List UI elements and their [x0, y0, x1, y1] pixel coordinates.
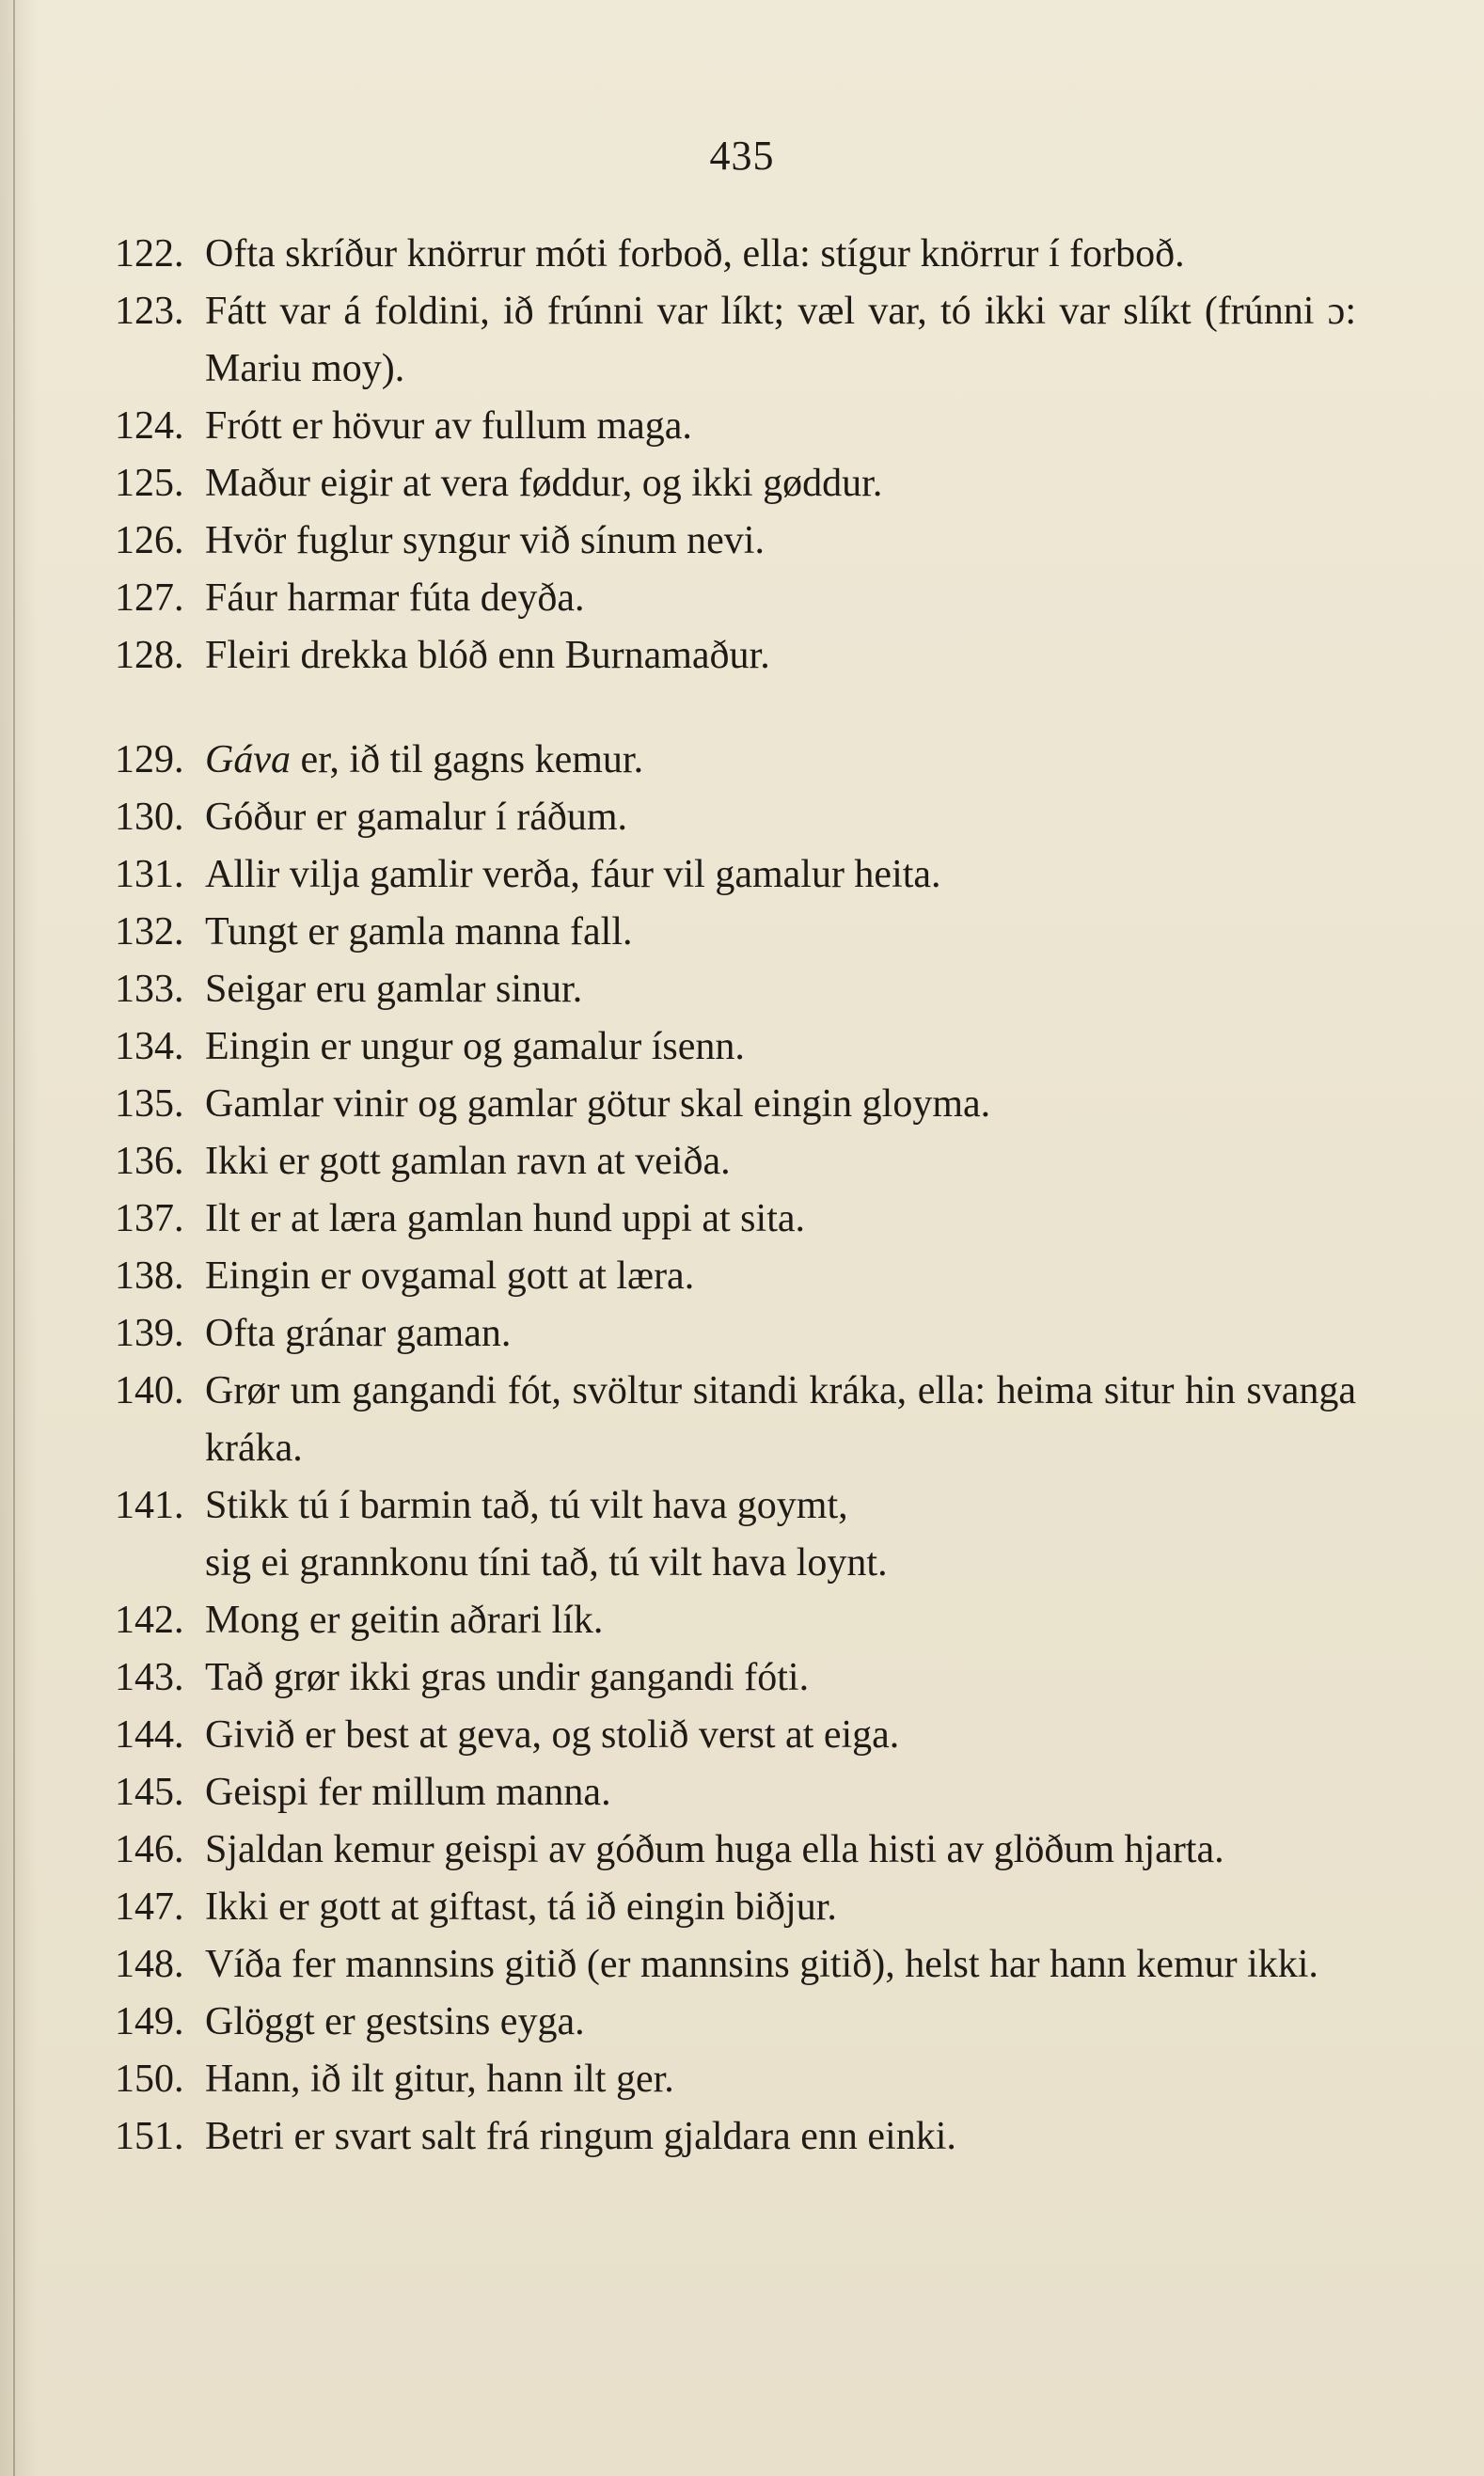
proverb-number: 143. — [115, 1656, 184, 1699]
proverb-entry — [115, 1994, 1356, 2051]
proverb-text: Frótt er hövur av fullum maga. — [205, 404, 692, 448]
proverb-text: Ofta gránar gaman. — [205, 1312, 512, 1355]
proverb-number: 131. — [115, 853, 184, 896]
proverb-keyword: Gáva — [205, 738, 291, 781]
proverb-text — [205, 732, 1356, 789]
proverb-number: 129. — [115, 738, 184, 781]
proverb-text: Betri er svart salt frá ringum gjaldara enn einki. — [205, 2115, 956, 2158]
proverb-entry — [115, 1191, 1356, 1248]
proverb-entry — [115, 961, 1356, 1018]
proverb-entry — [115, 398, 1356, 455]
proverb-text: Góður er gamalur í ráðum. — [205, 796, 628, 839]
proverb-number: 133. — [115, 968, 184, 1011]
proverb-entry — [115, 789, 1356, 846]
proverb-entry — [115, 1764, 1356, 1822]
proverb-entry — [115, 627, 1356, 685]
proverb-text: Mong er geitin aðrari lík. — [205, 1599, 604, 1642]
proverb-text: Hvör fuglur syngur við sínum nevi. — [205, 519, 765, 562]
proverb-number: 151. — [115, 2115, 184, 2158]
proverb-entry — [115, 904, 1356, 961]
proverb-entry — [115, 570, 1356, 627]
proverb-number: 136. — [115, 1140, 184, 1183]
proverb-entry — [115, 1936, 1356, 1994]
proverb-text: Ikki er gott gamlan ravn at veiða. — [205, 1140, 731, 1183]
proverb-entry — [115, 1879, 1356, 1936]
proverb-text: Maður eigir at vera føddur, og ikki gøddur. — [205, 462, 883, 505]
proverb-entry — [115, 1592, 1356, 1649]
proverb-entry — [115, 283, 1356, 398]
proverb-entry — [115, 1018, 1356, 1076]
page-number: 435 — [709, 133, 775, 179]
proverb-text: Víða fer mannsins gitið (er mannsins gitið), helst har hann kemur ikki. — [205, 1943, 1318, 1986]
proverb-text: Fleiri drekka blóð enn Burnamaður. — [205, 634, 770, 677]
proverb-list — [115, 226, 1356, 2166]
proverb-number: 130. — [115, 796, 184, 839]
proverb-number: 125. — [115, 462, 184, 505]
proverb-text: Sjaldan kemur geispi av góðum huga ella histi av glöðum hjarta. — [205, 1828, 1224, 1871]
proverb-number: 127. — [115, 576, 184, 620]
proverb-number: 132. — [115, 910, 184, 954]
proverb-number: 140. — [115, 1369, 184, 1412]
proverb-text: Fáur harmar fúta deyða. — [205, 576, 585, 620]
proverb-entry — [115, 732, 1356, 789]
proverb-entry — [115, 513, 1356, 570]
proverb-text: Geispi fer millum manna. — [205, 1771, 611, 1814]
proverb-text: Hann, ið ilt gitur, hann ilt ger. — [205, 2058, 674, 2101]
proverb-number: 123. — [115, 290, 184, 333]
proverb-line-2: sig ei grannkonu tíni tað, tú vilt hava loynt. — [205, 1541, 888, 1585]
proverb-text: Grør um gangandi fót, svöltur sitandi kráka, ella: heima situr hin svanga kráka. — [205, 1369, 1356, 1470]
proverb-text: Glöggt er gestsins eyga. — [205, 2000, 585, 2043]
proverb-entry — [115, 2108, 1356, 2166]
proverb-entry — [115, 226, 1356, 283]
proverb-number: 139. — [115, 1312, 184, 1355]
proverb-entry — [115, 1649, 1356, 1707]
proverb-number: 134. — [115, 1025, 184, 1068]
proverb-number: 142. — [115, 1599, 184, 1642]
proverb-entry — [115, 455, 1356, 513]
proverb-number: 149. — [115, 2000, 184, 2043]
proverb-text: Ikki er gott at giftast, tá ið eingin biðjur. — [205, 1885, 837, 1929]
proverb-text: Fátt var á foldini, ið frúnni var líkt; væl var, tó ikki var slíkt (frúnni ɔ: Mariu moy). — [205, 290, 1356, 390]
proverb-entry — [115, 1477, 1356, 1592]
proverb-text: Tungt er gamla manna fall. — [205, 910, 633, 954]
proverb-line-1: Stikk tú í barmin tað, tú vilt hava goymt, — [205, 1484, 848, 1527]
proverb-entry — [115, 1707, 1356, 1764]
proverb-number: 145. — [115, 1771, 184, 1814]
proverb-number: 128. — [115, 634, 184, 677]
proverb-number: 126. — [115, 519, 184, 562]
proverb-entry — [115, 846, 1356, 904]
proverb-number: 147. — [115, 1885, 184, 1929]
proverb-entry — [115, 1076, 1356, 1133]
proverb-text: Eingin er ovgamal gott at læra. — [205, 1254, 695, 1298]
proverb-number: 124. — [115, 404, 184, 448]
proverb-text: Ofta skríður knörrur móti forboð, ella: stígur knörrur í forboð. — [205, 232, 1185, 276]
proverb-text: Seigar eru gamlar sinur. — [205, 968, 583, 1011]
proverb-text: Givið er best at geva, og stolið verst at eiga. — [205, 1713, 900, 1757]
proverb-text — [205, 1477, 1356, 1592]
proverb-number: 150. — [115, 2058, 184, 2101]
proverb-entry — [115, 1248, 1356, 1305]
proverb-text: Tað grør ikki gras undir gangandi fóti. — [205, 1656, 810, 1699]
proverb-text: Allir vilja gamlir verða, fáur vil gamalur heita. — [205, 853, 941, 896]
proverb-entry — [115, 1822, 1356, 1879]
proverb-number: 135. — [115, 1082, 184, 1126]
proverb-text: Gamlar vinir og gamlar götur skal eingin gloyma. — [205, 1082, 991, 1126]
proverb-number: 138. — [115, 1254, 184, 1298]
proverb-entry — [115, 1305, 1356, 1363]
proverb-entry — [115, 2051, 1356, 2108]
proverb-text: Eingin er ungur og gamalur ísenn. — [205, 1025, 745, 1068]
proverb-number: 141. — [115, 1484, 184, 1527]
page-binding-edge — [13, 0, 15, 2476]
proverb-number: 122. — [115, 232, 184, 276]
proverb-entry — [115, 1133, 1356, 1191]
proverb-text-rest: er, ið til gagns kemur. — [290, 738, 644, 781]
proverb-entry — [115, 1363, 1356, 1477]
proverb-text: Ilt er at læra gamlan hund uppi at sita. — [205, 1197, 805, 1240]
proverb-number: 148. — [115, 1943, 184, 1986]
proverb-number: 146. — [115, 1828, 184, 1871]
proverb-number: 137. — [115, 1197, 184, 1240]
proverb-number: 144. — [115, 1713, 184, 1757]
